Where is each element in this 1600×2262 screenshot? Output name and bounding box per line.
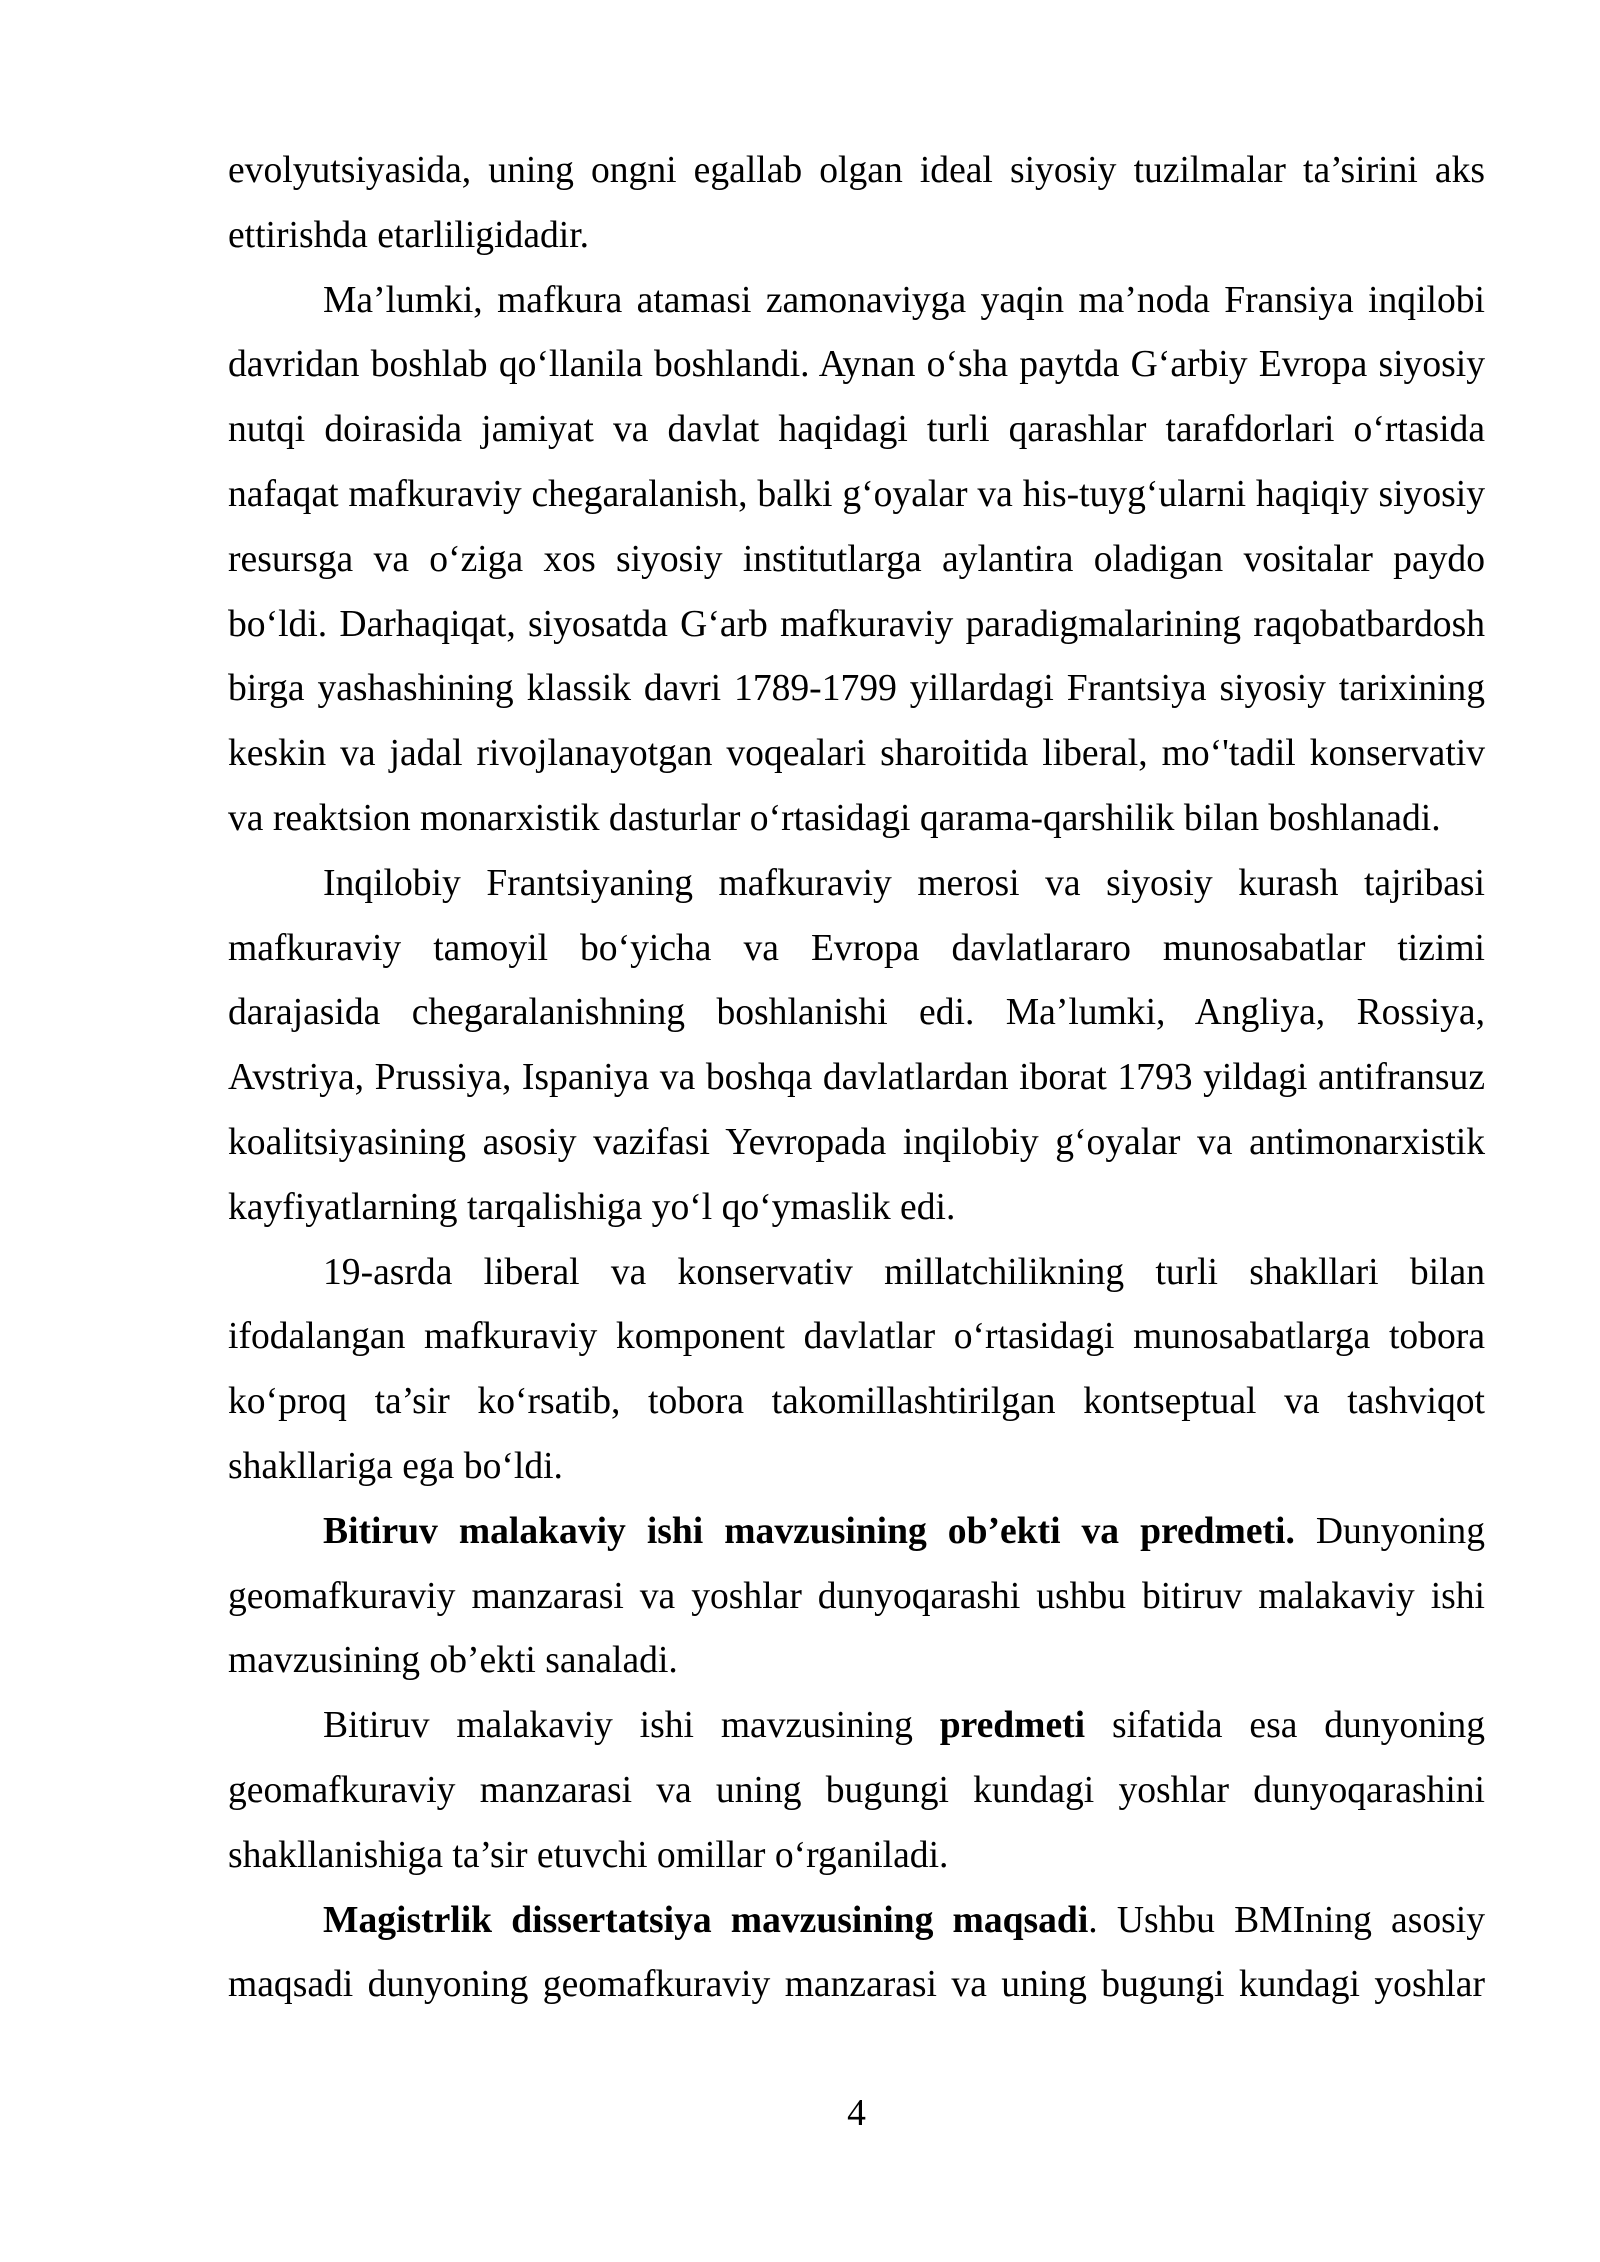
text-line [228, 333, 1485, 398]
text-run: geomafkuraviy manzarasi va uning bugungi kundagi yoshlar dunyoqarashini [228, 1769, 1485, 1811]
text-line [228, 722, 1485, 787]
text-run: davridan boshlab qo‘llanila boshlandi. Aynan o‘sha paytda G‘arbiy Evropa siyosiy [228, 344, 1485, 386]
text-line [228, 463, 1485, 528]
text-run: evolyutsiyasida, uning ongni egallab olgan ideal siyosiy tuzilmalar ta’sirini aks [228, 150, 1485, 191]
text-run: Ma’lumki, mafkura atamasi zamonaviyga yaqin ma’noda Fransiya inqilobi [323, 279, 1485, 321]
text-run: 19-asrda liberal va konservativ millatchilikning turli shakllari bilan [323, 1251, 1485, 1293]
text-run: maqsadi dunyoning geomafkuraviy manzarasi va uning bugungi kundagi yoshlar [228, 1964, 1485, 2006]
paragraph-goal [228, 1889, 1485, 2019]
text-line [228, 1889, 1485, 1954]
text-line [228, 1046, 1485, 1111]
text-line [228, 204, 1485, 269]
page-number: 4 [847, 2093, 866, 2134]
text-run: ifodalangan mafkuraviy komponent davlatlar o‘rtasidagi munosabatlarga tobora [228, 1316, 1485, 1358]
text-line [228, 1824, 1485, 1889]
paragraph [228, 269, 1485, 852]
text-line [228, 1241, 1485, 1306]
text-line [228, 917, 1485, 982]
text-line [228, 139, 1485, 204]
text-line [228, 1111, 1485, 1176]
text-run: mavzusining ob’ekti sanaladi. [228, 1640, 678, 1682]
text-line [228, 1759, 1485, 1824]
text-line [228, 1694, 1485, 1759]
text-run: geomafkuraviy manzarasi va yoshlar dunyoqarashi ushbu bitiruv malakaviy ishi [228, 1575, 1485, 1617]
text-run: darajasida chegaralanishning boshlanishi edi. Ma’lumki, Angliya, Rossiya, [228, 992, 1485, 1034]
text-run: Dunyoning [1294, 1510, 1485, 1552]
text-line [228, 1629, 1485, 1694]
text-run: ko‘proq ta’sir ko‘rsatib, tobora takomillashtirilgan kontseptual va tashviqot [228, 1381, 1485, 1423]
text-line [228, 528, 1485, 593]
text-line [228, 398, 1485, 463]
document-body [228, 139, 1485, 2018]
text-run: Bitiruv malakaviy ishi mavzusining [323, 1705, 940, 1747]
text-line [228, 1305, 1485, 1370]
text-run: bo‘ldi. Darhaqiqat, siyosatda G‘arb mafkuraviy paradigmalarining raqobatbardosh [228, 603, 1485, 645]
bold-term-run: predmeti [939, 1705, 1086, 1747]
text-line [228, 1953, 1485, 2018]
text-line [228, 657, 1485, 722]
text-run: nutqi doirasida jamiyat va davlat haqidagi turli qarashlar tarafdorlari o‘rtasida [228, 409, 1485, 451]
paragraph-object-subject [228, 1500, 1485, 1694]
text-run: Inqilobiy Frantsiyaning mafkuraviy merosi va siyosiy kurash tajribasi [323, 862, 1485, 904]
text-line [228, 1565, 1485, 1630]
paragraph [228, 139, 1485, 269]
paragraph [228, 852, 1485, 1241]
text-run: keskin va jadal rivojlanayotgan voqealari sharoitida liberal, mo‘'tadil konservativ [228, 733, 1485, 775]
text-line [228, 787, 1485, 852]
text-line [228, 269, 1485, 334]
paragraph-subject [228, 1694, 1485, 1888]
text-run: . Ushbu BMIning asosiy [1088, 1899, 1486, 1941]
bold-heading-run: Magistrlik dissertatsiya mavzusining maqsadi [323, 1899, 1089, 1941]
text-line [228, 981, 1485, 1046]
text-line [228, 1370, 1485, 1435]
text-run: koalitsiyasining asosiy vazifasi Yevropada inqilobiy g‘oyalar va antimonarxistik [228, 1121, 1485, 1163]
text-line [228, 852, 1485, 917]
text-line [228, 1500, 1485, 1565]
text-run: kayfiyatlarning tarqalishiga yo‘l qo‘ymaslik edi. [228, 1186, 956, 1228]
text-run: ettirishda etarliligidadir. [228, 214, 590, 256]
text-line [228, 1435, 1485, 1500]
text-run: mafkuraviy tamoyil bo‘yicha va Evropa davlatlararo munosabatlar tizimi [228, 927, 1485, 969]
text-run: va reaktsion monarxistik dasturlar o‘rtasidagi qarama-qarshilik bilan boshlanadi. [228, 797, 1441, 839]
text-line [228, 1176, 1485, 1241]
bold-heading-run: Bitiruv malakaviy ishi mavzusining ob’ekti va predmeti. [323, 1510, 1295, 1552]
text-run: nafaqat mafkuraviy chegaralanish, balki g‘oyalar va his-tuyg‘ularni haqiqiy siyosiy [228, 473, 1485, 515]
text-run: shakllanishiga ta’sir etuvchi omillar o‘rganiladi. [228, 1834, 949, 1876]
text-run: birga yashashining klassik davri 1789-1799 yillardagi Frantsiya siyosiy tarixining [228, 668, 1485, 710]
text-line [228, 593, 1485, 658]
paragraph [228, 1241, 1485, 1500]
text-run: sifatida esa dunyoning [1085, 1705, 1485, 1747]
text-run: resursga va o‘ziga xos siyosiy institutlarga aylantira oladigan vositalar paydo [228, 538, 1485, 580]
text-run: Avstriya, Prussiya, Ispaniya va boshqa davlatlardan iborat 1793 yildagi antifransuz [228, 1057, 1485, 1099]
text-run: shakllariga ega bo‘ldi. [228, 1445, 563, 1487]
